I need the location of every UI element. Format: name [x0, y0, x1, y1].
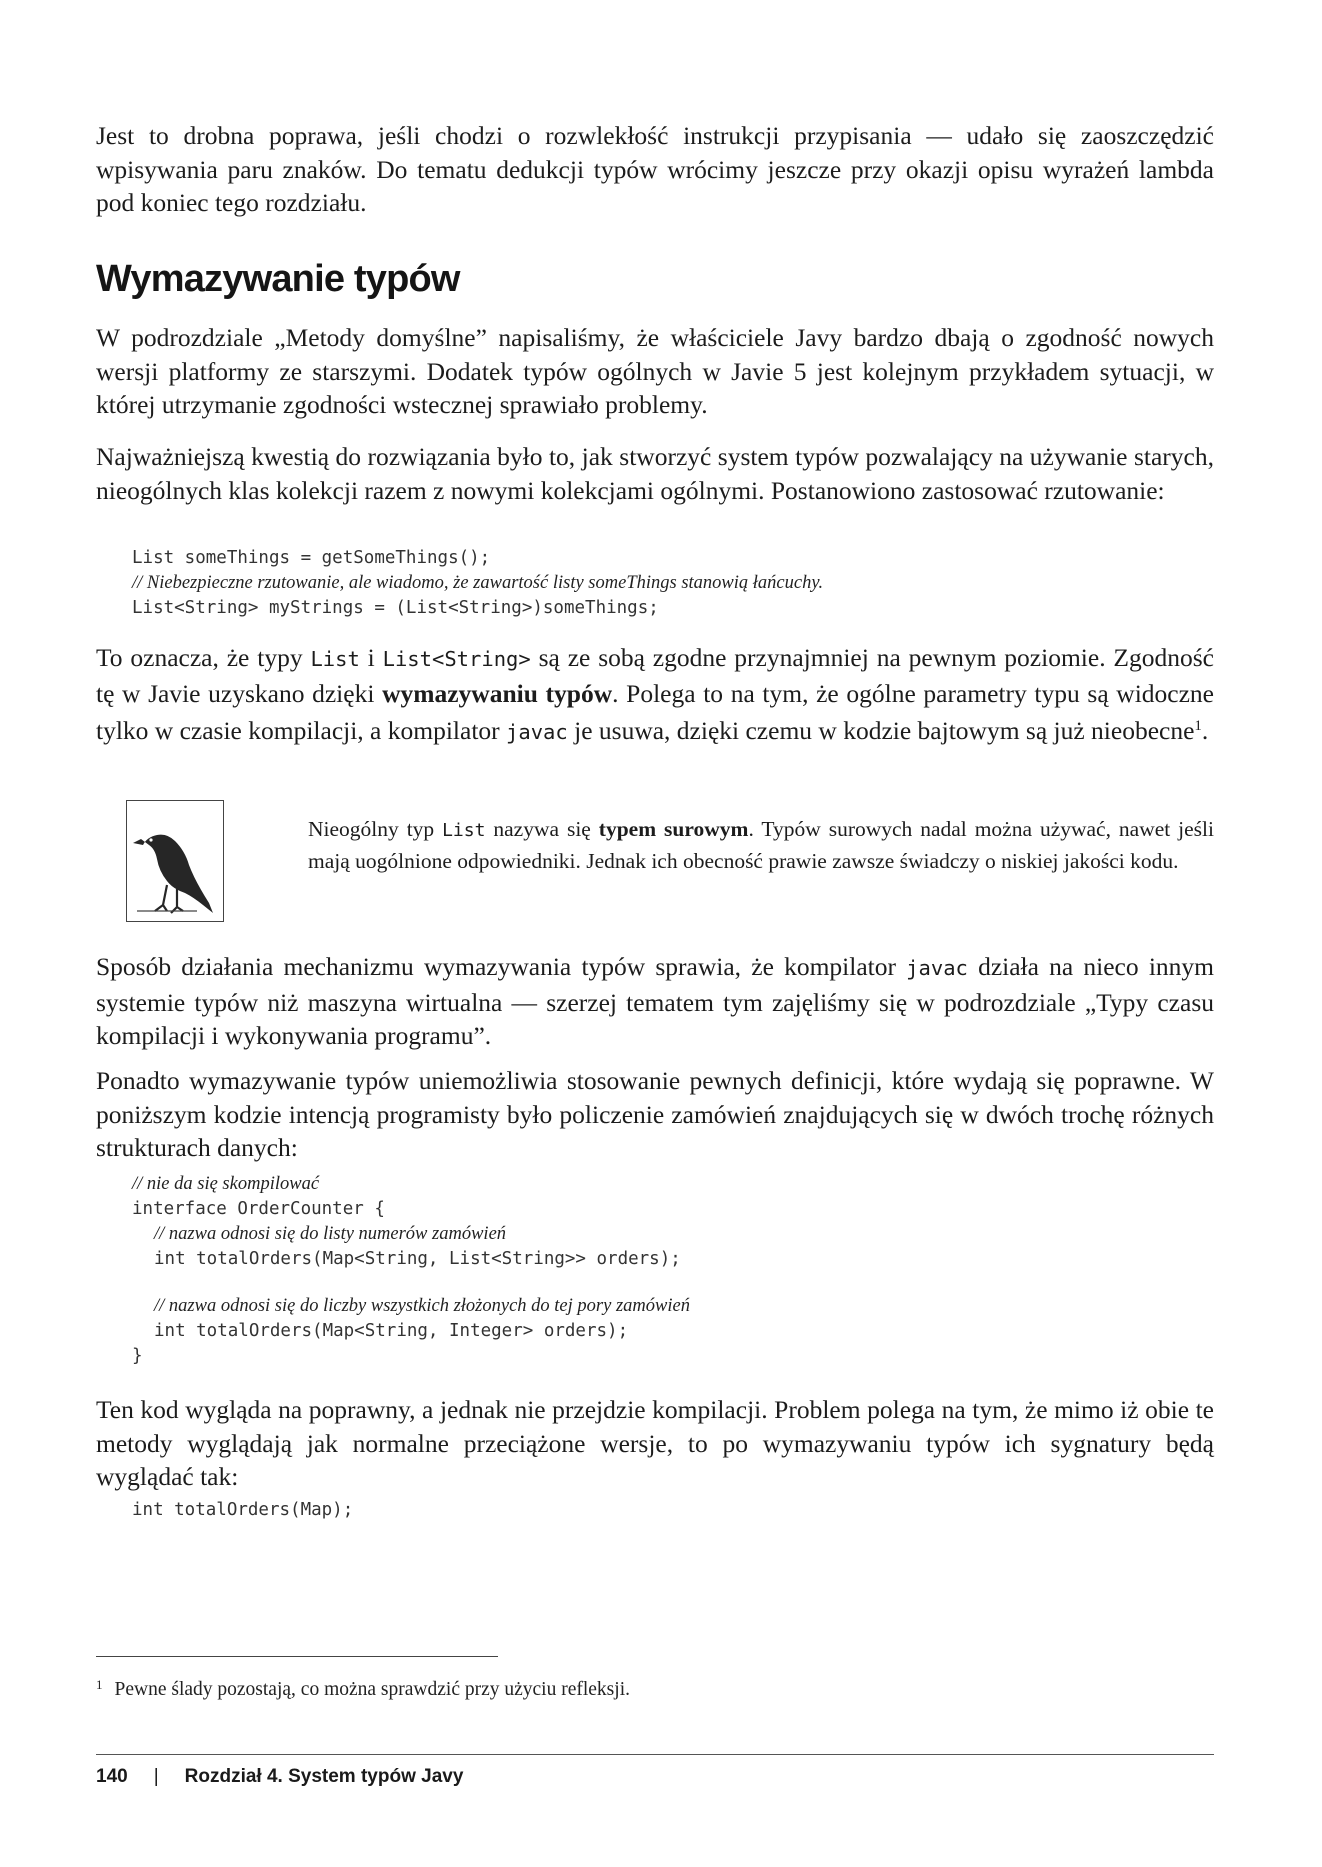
paragraph-1-text: W podrozdziale „Metody domyślne” napisaliśmy, że właściciele Javy bardzo dbają o zgodność nowych wersji platformy ze starszymi. Dodatek typów ogólnych w Javie 5 jest kolejnym przykładem sytuacji, w której utrzymanie zgodności wstecznej sprawiało problemy. — [96, 323, 1214, 419]
inline-code: List — [310, 647, 360, 671]
footer-divider — [96, 1754, 1214, 1755]
code-comment — [132, 1222, 1250, 1247]
paragraph-intro — [96, 119, 1214, 220]
paragraph-3-text — [96, 641, 1214, 750]
note-text — [308, 814, 1214, 876]
section-heading-block — [96, 258, 1214, 301]
code-line: List<String> myStrings = (List<String>)someThings; — [132, 598, 659, 618]
inline-code: List — [442, 820, 486, 841]
code-comment-text: // Niebezpieczne rzutowanie, ale wiadomo, że zawartość listy someThings stanowią łańcuchy. — [132, 573, 824, 593]
inline-code: javac — [906, 956, 968, 980]
paragraph-4 — [96, 950, 1214, 1053]
footnote-text: Pewne ślady pozostają, co można sprawdzić przy użyciu refleksji. — [114, 1679, 630, 1700]
footnote — [96, 1672, 1214, 1703]
code-line: } — [132, 1346, 143, 1366]
inline-code: List<String> — [382, 647, 531, 671]
text-run: nazywa się — [485, 817, 599, 841]
code-comment-text: // nazwa odnosi się do listy numerów zamówień — [154, 1224, 507, 1244]
page-footer — [96, 1766, 463, 1788]
code-block-2 — [132, 1172, 1250, 1369]
text-run: Sposób działania mechanizmu wymazywania typów sprawia, że kompilator — [96, 952, 907, 981]
paragraph-2-text: Najważniejszą kwestią do rozwiązania było to, jak stworzyć system typów pozwalający na używanie starych, nieogólnych klas kolekcji razem z nowymi kolekcjami ogólnymi. Postanowiono zastosować rzutowanie: — [96, 442, 1214, 505]
crow-note-icon — [126, 800, 224, 922]
paragraph-2 — [96, 440, 1214, 507]
code-block-3 — [132, 1498, 1250, 1523]
paragraph-3 — [96, 641, 1214, 750]
text-run: są ze sobą zgodne przynajmniej na pewnym poziomie. Zgodność tę w Javie uzyskano dzięki — [96, 643, 1214, 708]
code-line: int totalOrders(Map<String, Integer> orders); — [154, 1321, 629, 1341]
text-run: . Typów surowych nadal można używać, nawet jeśli mają uogólnione odpowiedniki. Jednak ich obecność prawie zawsze świadczy o niskiej jakości kodu. — [308, 817, 1214, 873]
text-run: Nieogólny typ — [308, 817, 443, 841]
footnote-reference[interactable]: 1 — [1194, 718, 1202, 734]
footnote-number: 1 — [96, 1677, 103, 1692]
code-comment-text: // nazwa odnosi się do liczby wszystkich złożonych do tej pory zamówień — [154, 1296, 690, 1316]
paragraph-6 — [96, 1393, 1214, 1494]
code-block-1 — [132, 546, 1250, 621]
code-line: interface OrderCounter { — [132, 1199, 385, 1219]
bold-term: wymazywaniu typów — [382, 678, 613, 708]
paragraph-5 — [96, 1064, 1214, 1165]
page-number: 140 — [96, 1766, 128, 1787]
text-run: . Polega to na tym, że ogólne parametry typu są widoczne tylko w czasie kompilacji, a kompilator — [96, 678, 1214, 745]
code-comment — [132, 1294, 1250, 1319]
code-comment — [132, 571, 1250, 596]
paragraph-4-text — [96, 950, 1214, 1053]
chapter-title: Rozdział 4. System typów Javy — [184, 1766, 464, 1787]
text-run: je usuwa, dzięki czemu w kodzie bajtowym są już nieobecne — [567, 716, 1195, 745]
code-line: int totalOrders(Map); — [132, 1500, 354, 1520]
code-line: List someThings = getSomeThings(); — [132, 548, 491, 568]
text-run: To oznacza, że typy — [96, 643, 311, 672]
crow-illustration — [127, 801, 223, 921]
inline-code: javac — [506, 720, 568, 744]
code-comment — [132, 1172, 1250, 1197]
bold-term: typem surowym — [598, 817, 749, 841]
code-blank-line — [132, 1272, 1250, 1294]
paragraph-5-text: Ponadto wymazywanie typów uniemożliwia stosowanie pewnych definicji, które wydają się poprawne. W poniższym kodzie intencją programisty było policzenie zamówień znajdujących się w dwóch trochę różnych strukturach danych: — [96, 1066, 1214, 1162]
text-run: i — [359, 643, 383, 672]
section-heading: Wymazywanie typów — [96, 258, 460, 300]
footnote-divider — [96, 1656, 498, 1657]
paragraph-1 — [96, 321, 1214, 422]
paragraph-6-text: Ten kod wygląda na poprawny, a jednak nie przejdzie kompilacji. Problem polega na tym, że mimo iż obie te metody wyglądają jak normalne przeciążone wersje, to po wymazywaniu typów ich sygnatury będą wyglądać tak: — [96, 1395, 1214, 1491]
footer-separator: | — [153, 1766, 159, 1787]
paragraph-intro-text: Jest to drobna poprawa, jeśli chodzi o rozwlekłość instrukcji przypisania — udało się zaoszczędzić wpisywania paru znaków. Do tematu dedukcji typów wrócimy jeszcze przy okazji opisu wyrażeń lambda pod koniec tego rozdziału. — [96, 121, 1214, 217]
text-run: działa na nieco innym systemie typów niż maszyna wirtualna — szerzej tematem tym zajęliśmy się w podrozdziale „Typy czasu kompilacji i wykonywania programu”. — [96, 952, 1214, 1050]
code-comment-text: // nie da się skompilować — [132, 1174, 320, 1194]
text-run: . — [1201, 716, 1209, 745]
code-line: int totalOrders(Map<String, List<String>> orders); — [154, 1249, 681, 1269]
